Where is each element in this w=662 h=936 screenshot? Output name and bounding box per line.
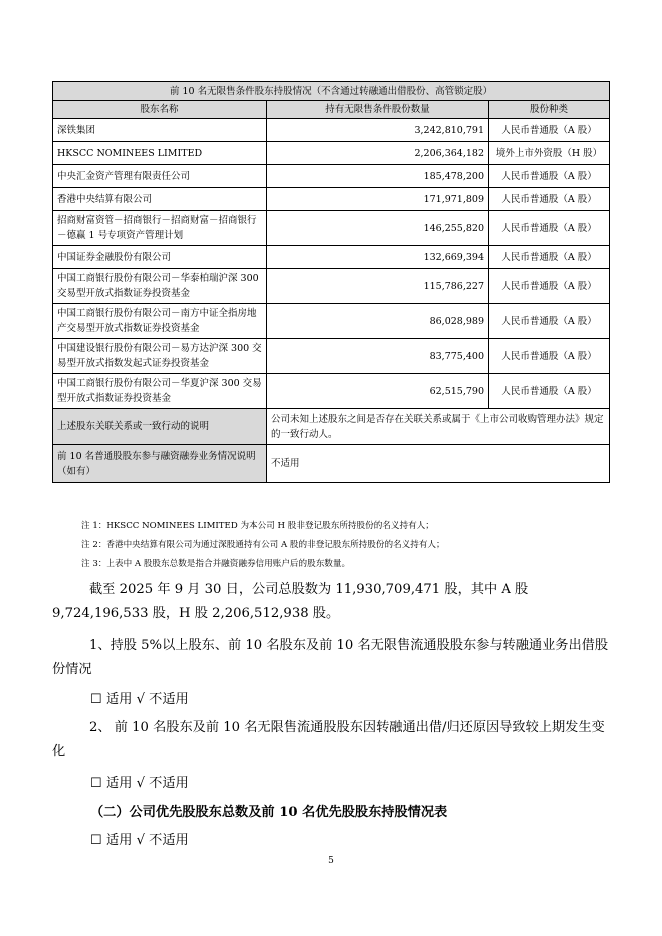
holder-name: 中国证券金融股份有限公司: [53, 246, 267, 269]
table-title: 前 10 名无限售条件股东持股情况（不含通过转融通出借股份、高管锁定股）: [53, 82, 610, 101]
holder-share-type: 人民币普通股（A 股）: [489, 188, 610, 211]
holder-name: 深铁集团: [53, 119, 267, 142]
relation-label: 上述股东关联关系或一致行动的说明: [53, 409, 267, 445]
holder-share-type: 人民币普通股（A 股）: [489, 211, 610, 246]
holder-name: 中国工商银行股份有限公司－华夏沪深 300 交易型开放式指数证券投资基金: [53, 374, 267, 409]
holder-share-type: 境外上市外资股（H 股）: [489, 142, 610, 165]
header-shares: 持有无限售条件股份数量: [267, 101, 489, 119]
holder-name: 中国工商银行股份有限公司－南方中证全指房地产交易型开放式指数证券投资基金: [53, 304, 267, 339]
holder-shares: 146,255,820: [267, 211, 489, 246]
table-row: [53, 165, 610, 188]
note-1: 注 1：HKSCC NOMINEES LIMITED 为本公司 H 股非登记股东所持股份的名义持有人；: [81, 521, 434, 531]
holder-name: 中央汇金资产管理有限责任公司: [53, 165, 267, 188]
note-2: 注 2：香港中央结算有限公司为通过深股通持有公司 A 股的非登记股东所持股份的名义持有人；: [81, 540, 445, 550]
note-3: 注 3：上表中 A 股股东总数是指合并融资融券信用账户后的股东数量。: [81, 559, 351, 569]
item-2-heading: 2、 前 10 名股东及前 10 名无限售流通股股东因转融通出借/归还原因导致较上期发生变化: [52, 720, 605, 759]
holder-name: 中国工商银行股份有限公司－华泰柏瑞沪深 300 交易型开放式指数证券投资基金: [53, 269, 267, 304]
table-row: [53, 246, 610, 269]
holder-shares: 171,971,809: [267, 188, 489, 211]
table-row: [53, 269, 610, 304]
page-number: 5: [328, 856, 334, 866]
holder-shares: 83,775,400: [267, 339, 489, 374]
margin-trading-label: 前 10 名普通股股东参与融资融券业务情况说明（如有）: [53, 445, 267, 483]
holder-shares: 86,028,989: [267, 304, 489, 339]
section-heading-preferred-shares: （二）公司优先股股东总数及前 10 名优先股股东持股情况表: [90, 805, 448, 820]
holder-share-type: 人民币普通股（A 股）: [489, 246, 610, 269]
holder-shares: 115,786,227: [267, 269, 489, 304]
relation-text: 公司未知上述股东之间是否存在关联关系或属于《上市公司收购管理办法》规定的一致行动人。: [267, 409, 610, 445]
holder-share-type: 人民币普通股（A 股）: [489, 119, 610, 142]
item-1-applicability: ☐ 适用 √ 不适用: [90, 692, 189, 707]
holder-share-type: 人民币普通股（A 股）: [489, 269, 610, 304]
holder-shares: 185,478,200: [267, 165, 489, 188]
holder-share-type: 人民币普通股（A 股）: [489, 165, 610, 188]
table-notes: [81, 517, 445, 574]
table-row: [53, 304, 610, 339]
holder-shares: 132,669,394: [267, 246, 489, 269]
margin-trading-text: 不适用: [267, 445, 610, 483]
total-shares-paragraph: 截至 2025 年 9 月 30 日，公司总股数为 11,930,709,471 股，其中 A 股 9,724,196,533 股，H 股 2,206,512,938 股。: [52, 582, 529, 621]
table-row: [53, 339, 610, 374]
holder-share-type: 人民币普通股（A 股）: [489, 339, 610, 374]
preferred-shares-applicability: ☐ 适用 √ 不适用: [90, 833, 189, 848]
table-row: [53, 374, 610, 409]
table-row: [53, 142, 610, 165]
holders-table: [52, 81, 610, 483]
holder-shares: 2,206,364,182: [267, 142, 489, 165]
holder-shares: 3,242,810,791: [267, 119, 489, 142]
table-row: [53, 119, 610, 142]
holder-name: 招商财富资管－招商银行－招商财富－招商银行－德赢 1 号专项资产管理计划: [53, 211, 267, 246]
holder-share-type: 人民币普通股（A 股）: [489, 374, 610, 409]
item-2-applicability: ☐ 适用 √ 不适用: [90, 776, 189, 791]
item-1-heading: 1、持股 5%以上股东、前 10 名股东及前 10 名无限售流通股股东参与转融通业务出借股份情况: [52, 638, 609, 677]
holder-shares: 62,515,790: [267, 374, 489, 409]
holder-name: 香港中央结算有限公司: [53, 188, 267, 211]
table-row: [53, 188, 610, 211]
holder-name: HKSCC NOMINEES LIMITED: [53, 142, 267, 165]
holder-name: 中国建设银行股份有限公司－易方达沪深 300 交易型开放式指数发起式证券投资基金: [53, 339, 267, 374]
header-type: 股份种类: [489, 101, 610, 119]
header-name: 股东名称: [53, 101, 267, 119]
table-row: [53, 211, 610, 246]
holder-share-type: 人民币普通股（A 股）: [489, 304, 610, 339]
